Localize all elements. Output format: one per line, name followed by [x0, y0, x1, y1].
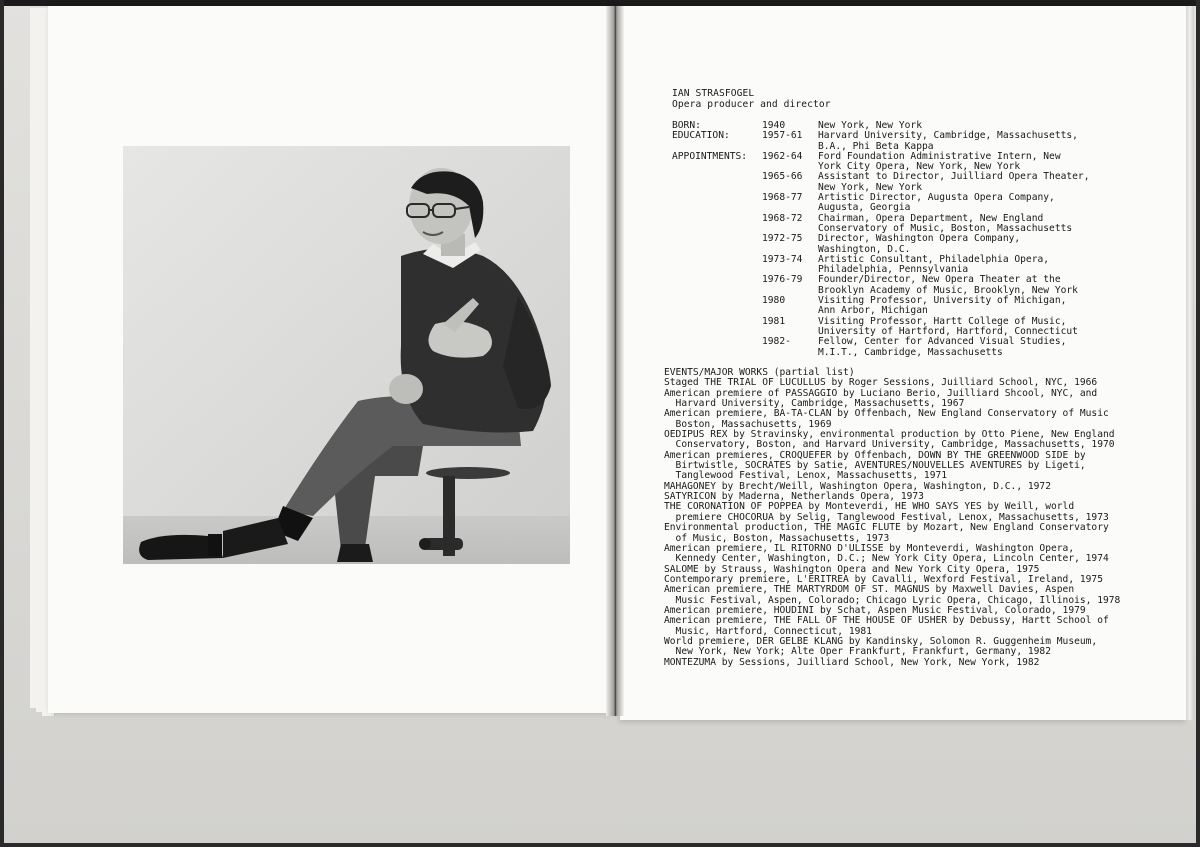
event-entry: SATYRICON by Maderna, Netherlands Opera, 1973 — [664, 491, 924, 503]
bio-row — [672, 193, 1172, 214]
event-entry: World premiere, DER GELBE KLANG by Kandinsky, Solomon R. Guggenheim Museum, New York, New York; Alte Oper Frankfurt, Frankfurt, Germany, 1982 — [664, 635, 1098, 658]
bio-label: APPOINTMENTS: — [672, 150, 748, 162]
event-entry: Environmental production, THE MAGIC FLUTE by Mozart, New England Conservatory of Music, Boston, Massachusetts, 1973 — [664, 522, 1109, 544]
bio-year: 1976-79 — [762, 274, 803, 286]
bio-description: New York, New York — [818, 120, 922, 131]
bio-row — [672, 152, 1172, 173]
event-entry: SALOME by Strauss, Washington Opera and New York City Opera, 1975 — [664, 563, 1040, 575]
bio-row — [672, 317, 1172, 338]
bio-row — [672, 172, 1172, 193]
portrait-photo — [123, 146, 570, 564]
bio-description: Director, Washington Opera Company, Washington, D.C. — [818, 233, 1021, 255]
events-list — [664, 378, 1184, 668]
bio-year: 1972-75 — [762, 233, 803, 245]
bio-label: EDUCATION: — [672, 130, 730, 142]
bio-year: 1982- — [762, 336, 791, 348]
event-entry: THE CORONATION OF POPPEA by Monteverdi, HE WHO SAYS YES by Weill, world premiere CHOCORUA by Selig, Tanglewood Festival, Lenox, Massachusetts, 1973 — [664, 501, 1109, 523]
bio-description: Harvard University, Cambridge, Massachusetts, B.A., Phi Beta Kappa — [818, 130, 1078, 152]
event-entry: OEDIPUS REX by Stravinsky, environmental production by Otto Piene, New England Conservatory, Boston, and Harvard University, Cambridge, Massachusetts, 1970 — [664, 429, 1115, 451]
event-entry: American premiere, THE MARTYRDOM OF ST. MAGNUS by Maxwell Davies, Aspen Music Festival, Aspen, Colorado; Chicago Lyric Opera, Chicago, Illinois, 1978 — [664, 584, 1121, 606]
events-section — [664, 368, 1184, 668]
bio-year: 1957-61 — [762, 130, 803, 142]
events-heading: EVENTS/MAJOR WORKS (partial list) — [664, 367, 855, 378]
scan-bottom-edge — [0, 843, 1200, 847]
bio-year: 1980 — [762, 295, 786, 307]
bio-description: Assistant to Director, Juilliard Opera Theater, New York, New York — [818, 171, 1090, 193]
scan-left-edge — [0, 0, 4, 847]
portrait-photo-drawing — [123, 146, 570, 564]
bio-description: Ford Foundation Administrative Intern, New York City Opera, New York, New York — [818, 150, 1061, 173]
bio-year: 1973-74 — [762, 253, 803, 265]
event-entry: Contemporary premiere, L'ERITREA by Cavalli, Wexford Festival, Ireland, 1975 — [664, 573, 1103, 585]
bio-description: Founder/Director, New Opera Theater at the Brooklyn Academy of Music, Brooklyn, New York — [818, 274, 1078, 296]
event-entry: American premiere, THE FALL OF THE HOUSE OF USHER by Debussy, Hartt School of Music, Hartford, Connecticut, 1981 — [664, 615, 1109, 637]
bio-label: BORN: — [672, 120, 701, 131]
bio-year: 1981 — [762, 315, 786, 327]
event-entry: Staged THE TRIAL OF LUCULLUS by Roger Sessions, Juilliard School, NYC, 1966 — [664, 377, 1098, 389]
bio-year: 1940 — [762, 120, 786, 131]
bio-description: Chairman, Opera Department, New England Conservatory of Music, Boston, Massachusetts — [818, 212, 1073, 234]
event-entry: American premieres, CROQUEFER by Offenbach, DOWN BY THE GREENWOOD SIDE by Birtwistle, SOCRATES by Satie, AVENTURES/NOUVELLES AVENTURES by Ligeti, Tanglewood Festival, Lenox, Massachusetts, 1971 — [664, 449, 1086, 482]
bio-year: 1968-77 — [762, 192, 803, 204]
bio-year: 1962-64 — [762, 150, 803, 162]
bio-row — [672, 296, 1172, 317]
event-entry: American premiere, IL RITORNO D'ULISSE by Monteverdi, Washington Opera, Kennedy Center, Washington, D.C.; New York City Opera, Lincoln Center, 1974 — [664, 542, 1109, 565]
bio-description: Fellow, Center for Advanced Visual Studies, M.I.T., Cambridge, Massachusetts — [818, 336, 1067, 358]
bio-description: Visiting Professor, University of Michigan, Ann Arbor, Michigan — [818, 295, 1067, 317]
event-entry: American premiere, BA-TA-CLAN by Offenbach, New England Conservatory of Music Boston, Massachusetts, 1969 — [664, 408, 1109, 430]
bio-description: Artistic Director, Augusta Opera Company, Augusta, Georgia — [818, 192, 1055, 214]
bio-row — [672, 255, 1172, 276]
event-entry: American premiere of PASSAGGIO by Luciano Berio, Juilliard Shcool, NYC, and Harvard University, Cambridge, Massachusetts, 1967 — [664, 387, 1098, 410]
bio-row — [672, 234, 1172, 255]
bio-description: Visiting Professor, Hartt College of Music, University of Hartford, Hartford, Connecticut — [818, 315, 1078, 337]
bio-row — [672, 337, 1172, 358]
right-page-edge — [1186, 6, 1194, 720]
bio-description: Artistic Consultant, Philadelphia Opera, Philadelphia, Pennsylvania — [818, 253, 1050, 276]
bio-row — [672, 214, 1172, 235]
event-entry: MAHAGONEY by Brecht/Weill, Washington Opera, Washington, D.C., 1972 — [664, 480, 1051, 492]
event-entry: American premiere, HOUDINI by Schat, Aspen Music Festival, Colorado, 1979 — [664, 604, 1086, 616]
bio-year: 1968-72 — [762, 212, 803, 224]
bio-row — [672, 131, 1172, 152]
event-entry: MONTEZUMA by Sessions, Juilliard School, New York, New York, 1982 — [664, 656, 1040, 668]
person-role: Opera producer and director — [672, 99, 831, 110]
bio-row — [672, 275, 1172, 296]
book-gutter — [606, 6, 624, 716]
person-name: IAN STRASFOGEL — [672, 88, 755, 99]
scan-right-edge — [1196, 0, 1200, 847]
biography-table — [672, 121, 1172, 358]
bio-year: 1965-66 — [762, 171, 803, 183]
